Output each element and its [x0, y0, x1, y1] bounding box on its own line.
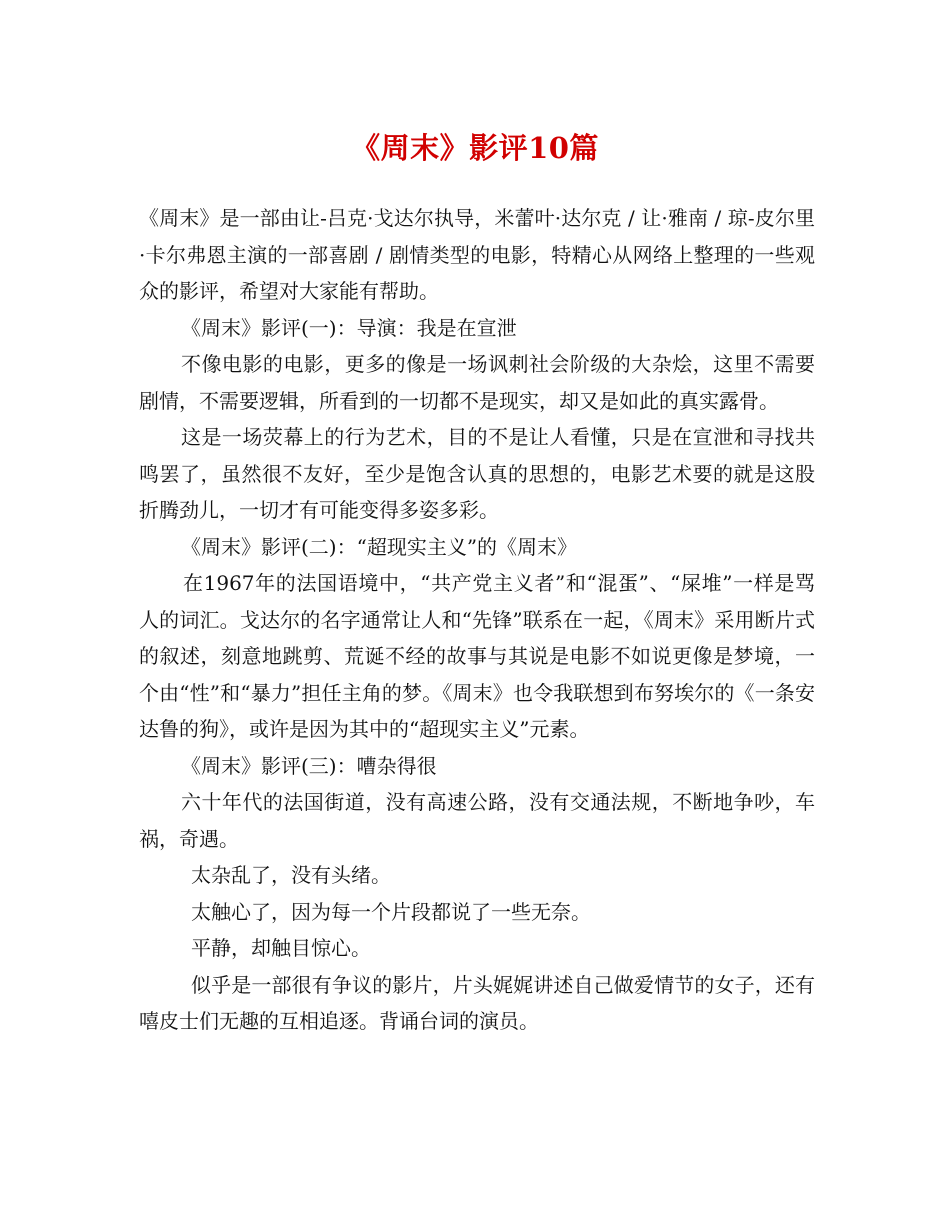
- document-body: [139, 200, 815, 1040]
- review-paragraph: 在1967年的法国语境中，“共产党主义者”和“混蛋”、“屎堆”一样是骂人的词汇。戈达尔的名字通常让人和“先锋”联系在一起，《周末》采用断片式的叙述，刻意地跳剪、荒诞不经的故事与其说是电影不如说更像是梦境，一个由“性”和“暴力”担任主角的梦。《周末》也令我联想到布努埃尔的《一条安达鲁的狗》，或许是因为其中的“超现实主义”元素。: [139, 571, 815, 741]
- intro-paragraph: 《周末》是一部由让-吕克·戈达尔执导，米蕾叶·达尔克 / 让·雅南 / 琼-皮尔里·卡尔弗恩主演的一部喜剧 / 剧情类型的电影，特精心从网络上整理的一些观众的影评，希望对大家能有帮助。: [139, 206, 815, 303]
- review-heading-3: 《周末》影评(三)：嘈杂得很: [181, 753, 437, 778]
- review-paragraph: 六十年代的法国街道，没有高速公路，没有交通法规，不断地争吵，车祸，奇遇。: [139, 790, 815, 851]
- review-paragraph: 不像电影的电影，更多的像是一场讽刺社会阶级的大杂烩，这里不需要剧情，不需要逻辑，所看到的一切都不是现实，却又是如此的真实露骨。: [139, 352, 815, 413]
- review-paragraph: 平静，却触目惊心。: [191, 936, 371, 960]
- review-paragraph: 太触心了，因为每一个片段都说了一些无奈。: [191, 899, 591, 924]
- document-title: 《周末》影评10篇: [351, 131, 599, 165]
- review-paragraph: 这是一场荧幕上的行为艺术，目的不是让人看懂，只是在宣泄和寻找共鸣罢了，虽然很不友好，至少是饱含认真的思想的，电影艺术要的就是这股折腾劲儿，一切才有可能变得多姿多彩。: [139, 425, 815, 522]
- review-heading-2: 《周末》影评(二)：“超现实主义”的《周末》: [181, 534, 578, 559]
- review-paragraph: 似乎是一部很有争议的影片，片头娓娓讲述自己做爱情节的女子，还有嘻皮士们无趣的互相追逐。背诵台词的演员。: [139, 972, 815, 1033]
- review-heading-1: 《周末》影评(一)：导演：我是在宣泄: [181, 315, 517, 340]
- review-paragraph: 太杂乱了，没有头绪。: [191, 863, 391, 887]
